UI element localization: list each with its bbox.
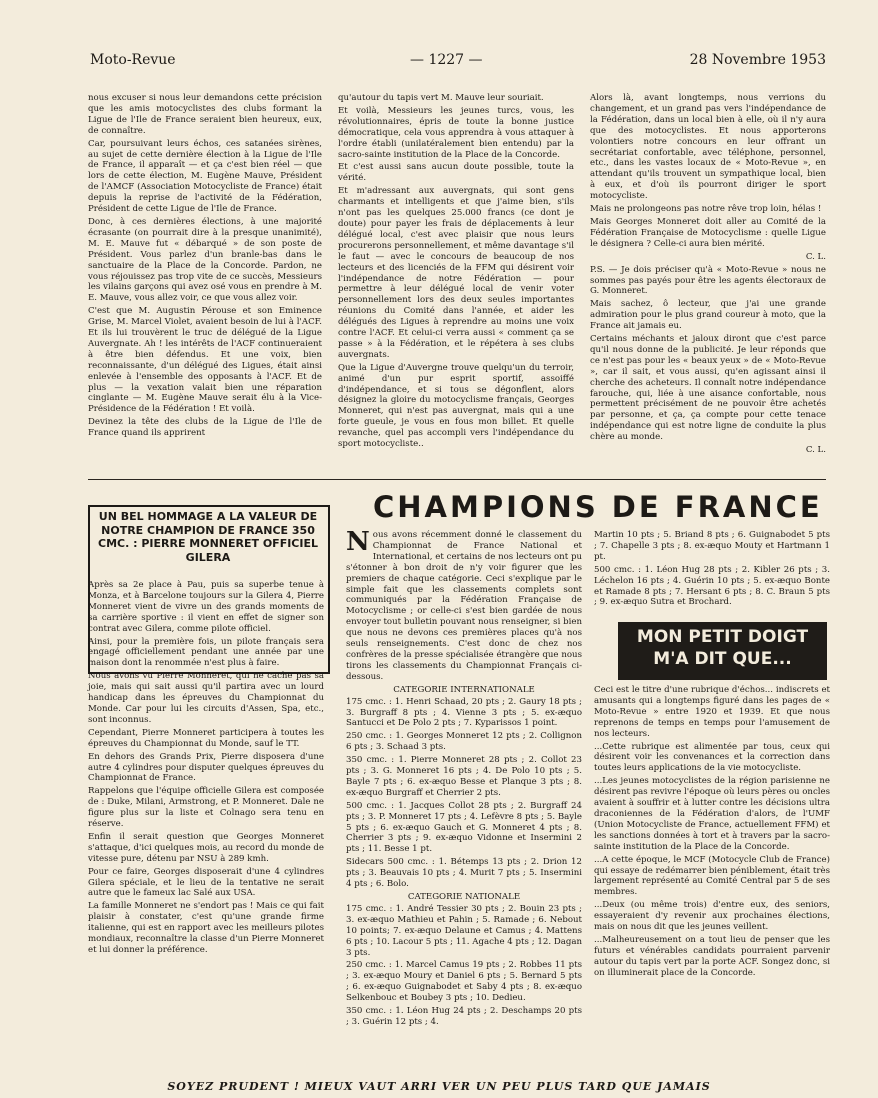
paragraph: Ceci est le titre d'une rubrique d'échos... indiscrets et amusants qui a longtemps figuré dans les pages de « Moto-Revue » entre 1920 et 1939. Et que nous reprenons de temps en temps pour l'amusement de nos lecteurs.	[594, 685, 830, 739]
paragraph: ...A cette époque, le MCF (Motocycle Club de France) qui essaye de redémarrer bien péniblement, était très largement représenté au Comité Central par 5 de ses membres.	[594, 854, 830, 898]
paragraph: Mais ne prolongeons pas notre rêve trop loin, hélas !	[590, 204, 822, 215]
box-headline: UN BEL HOMMAGE A LA VALEUR DE NOTRE CHAMPION DE FRANCE 350 CMC. : PIERRE MONNERET OFFICIEL GILERA	[98, 510, 318, 564]
result-paragraph: 500 cmc. : 1. Léon Hug 28 pts ; 2. Kibler 26 pts ; 3. Léchelon 16 pts ; 4. Guérin 10 pts ; 5. ex-æquo Bonte et Ramade 8 pts ; 7. Hersant 6 pts ; 8. C. Braun 5 pts ; 9. ex-æquo Sutra et Brochard.	[594, 564, 830, 608]
drop-cap: N	[346, 527, 370, 557]
footer-slogan: SOYEZ PRUDENT ! MIEUX VAUT ARRI VER UN PEU PLUS TARD QUE JAMAIS	[167, 1080, 711, 1093]
monneret-article	[88, 580, 324, 1070]
paragraph: Certains méchants et jaloux diront que c'est parce qu'il nous donne de la publicité. Je leur réponds que ce n'est pas pour les « beaux yeux » de « Moto-Revue », car il sait, et vous aussi, qu'en agissant ainsi il cherche des acheteurs. Il connaît notre indépendance farouche, qui, liée à une aisance confortable, nous permettent précisément de ne pouvoir être achetés par personne, et ça, ça compte pour cette tenace indépendance qui est notre ligne de conduite la plus chère au monde.	[590, 334, 826, 443]
signature: C. L.	[805, 445, 826, 456]
banner-line: M'A DIT QUE...	[653, 649, 792, 669]
paragraph: Car, poursuivant leurs échos, ces satanées sirènes, au sujet de cette dernière élection à la Ligue de l'Ile de France, il apparaît — et ça c'est bien réel — que lors de cette élection, M. Eugène Mauve, Président de l'AMCF (Association Motocycliste de France) était depuis la reprise de l'activité de la Fédération, Président de cette Ligue de l'Ile de France.	[88, 138, 322, 215]
champions-headline: CHAMPIONS DE FRANCE	[373, 490, 823, 524]
paragraph: P.S. — Je dois préciser qu'à « Moto-Revue » nous ne sommes pas payés pour être les agents électoraux de G. Monneret.	[590, 264, 826, 297]
article-column-2	[338, 93, 574, 453]
result-paragraph: Sidecars 500 cmc. : 1. Bétemps 13 pts ; 2. Drion 12 pts ; 3. Beauvais 10 pts ; 4. Murit 7 pts ; 5. Insermini 4 pts ; 6. Bolo.	[346, 857, 582, 890]
result-paragraph: 350 cmc. : 1. Léon Hug 24 pts ; 2. Deschamps 20 pts ; 3. Guérin 12 pts ; 4.	[346, 1006, 582, 1027]
paragraph: nous excuser si nous leur demandons cette précision que les amis motocyclistes des clubs formant la Ligue de l'Ile de France seraient bien heureux, eux, de connaître.	[88, 93, 322, 136]
paragraph: Après sa 2e place à Pau, puis sa superbe tenue à Monza, et à Barcelone toujours sur la Gilera 4, Pierre Monneret vient de vivre un des grands moments de sa carrière sportive : il vient en effet de signer son contrat avec Gilera, comme pilote officiel.	[88, 580, 324, 634]
paragraph: Ainsi, pour la première fois, un pilote français sera engagé officiellement pendant une année par une maison dont la renommée n'est plus à faire.	[88, 636, 324, 669]
article-column-3	[590, 93, 826, 456]
paragraph: Que la Ligue d'Auvergne trouve quelqu'un du terroir, animé d'un pur esprit sportif, assoiffé d'indépendance, et si tous se dégonflent, alors désignez la gloire du motocyclisme français, Georges Monneret, qui n'est pas auvergnat, mais qui a une forte gueule, je vous en fous mon billet. Et quelle revanche, quel pas accompli vers l'indépendance du sport motocycliste..	[338, 362, 574, 450]
paragraph: ...Cette rubrique est alimentée par tous, ceux qui désirent voir les convenances et la correction dans toutes leurs applications de la vie motocycliste.	[594, 741, 830, 774]
intro-text: ous avons récemment donné le classement du Championnat de France National et International, et certains de nos lecteurs ont pu s'étonner à bon droit de n'y voir figurer que les premiers de chaque catégorie. Ceci s'explique par le simple fait que les classements complets sont communiqués par la Fédération Française de Motocyclisme ; or celle-ci s'est bien gardée de nous envoyer tout bulletin pouvant nous renseigner, si bien que nous ne devons ces premières places qu'à nos seuls renseignements. C'est donc de chez nos confrères de la presse spécialisée étrangère que nous tirons les classements du Championnat Français ci-dessous.	[346, 530, 582, 682]
result-paragraph: 250 cmc. : 1. Marcel Camus 19 pts ; 2. Robbes 11 pts ; 3. ex-æquo Moury et Daniel 6 pts ; 5. Bernard 5 pts ; 6. ex-æquo Guignabodet et Saby 4 pts ; 8. ex-æquo Selkenbouc et Boubey 3 pts ; 10. Dedieu.	[346, 960, 582, 1004]
paragraph: ...Deux (ou même trois) d'entre eux, des seniors, essayeraient d'y revenir aux prochaines élections, mais on nous dit que les jeunes veillent.	[594, 900, 830, 933]
paragraph: Mais sachez, ô lecteur, que j'ai une grande admiration pour le plus grand coureur à moto, que la France ait jamais eu.	[590, 299, 826, 332]
result-paragraph: 250 cmc. : 1. Georges Monneret 12 pts ; 2. Collignon 6 pts ; 3. Schaad 3 pts.	[346, 731, 582, 753]
result-paragraph: 175 cmc. : 1. Henri Schaad, 20 pts ; 2. Gaury 18 pts ; 3. Burgraff 8 pts ; 4. Vienne 3 pts ; 5. ex-æquo Santucci et De Polo 2 pts ; 7. Kyparissos 1 point.	[346, 696, 582, 729]
paragraph: Et voilà, Messieurs les jeunes turcs, vous, les révolutionnaires, épris de toute la bonne justice démocratique, cela vous apprendra à vous attaquer à l'ordre établi (unilatéralement bien entendu) par la sacro-sainte institution de la Place de la Concorde.	[338, 105, 574, 160]
paragraph: Cependant, Pierre Monneret participera à toutes les épreuves du Championnat du Monde, sauf le TT.	[88, 727, 324, 749]
result-paragraph: 500 cmc. : 1. Jacques Collot 28 pts ; 2. Burgraff 24 pts ; 3. P. Monneret 17 pts ; 4. Lefèvre 8 pts ; 5. Bayle 5 pts ; 6. ex-æquo Gauch et G. Monneret 4 pts ; 8. Cherrier 3 pts ; 9. ex-æquo Vidonne et Insermini 2 pts ; 11. Besse 1 pt.	[346, 800, 582, 855]
header-magazine-name: Moto-Revue	[90, 52, 176, 68]
category-heading-international: CATEGORIE INTERNATIONALE	[393, 684, 535, 695]
paragraph: Nous avons vu Pierre Monneret, qui ne cache pas sa joie, mais qui sait aussi qu'il partira avec un lourd handicap dans les épreuves du Championnat du Monde. Car pour lui les circuits d'Assen, Spa, etc., sont inconnus.	[88, 671, 324, 725]
paragraph: C'est que M. Augustin Pérouse et son Eminence Grise, M. Marcel Violet, avaient besoin de lui à l'ACF. Et ils lui trouvèrent le truc de délégué de la Ligue Auvergnate. Ah ! les intérêts de l'ACF continueraient à être bien défendus. Et une voix, bien reconnaissante, d'un délégué des Ligues, était ainsi enlevée à l'ensemble des opposants à l'ACF. Et de plus — la vexation valait bien une réparation cinglante — M. Eugène Mauve serait élu à la Vice-Présidence de la Fédération ! Et voilà.	[88, 306, 322, 415]
paragraph: Mais Georges Monneret doit aller au Comité de la Fédération Française de Motocyclisme : quelle Ligue le désignera ? Celle-ci aura bien mérité.	[590, 216, 826, 249]
paragraph: ...Malheureusement on a tout lieu de penser que les futurs et vénérables candidats pourraient parvenir autour du tapis vert par la porte ACF. Songez donc, si on illuminerait place de la Concorde.	[594, 934, 830, 978]
paragraph: Devinez la tête des clubs de la Ligue de l'Ile de France quand ils apprirent	[88, 417, 322, 439]
result-paragraph: Martin 10 pts ; 5. Briand 8 pts ; 6. Guignabodet 5 pts ; 7. Chapelle 3 pts ; 8. ex-æquo Mouty et Hartmann 1 pt.	[594, 530, 830, 562]
banner-line: MON PETIT DOIGT	[636, 627, 809, 647]
paragraph: Donc, à ces dernières élections, à une majorité écrasante (on pourrait dire à la presque unanimité), M. E. Mauve fut « débarqué » de son poste de Président. Vous parlez d'un branle-bas dans le sanctuaire de la Place de la Concorde. Pardon, ne vous réjouissez pas trop vite de ce succès, Messieurs les vilains garçons qui avez osé vous en prendre à M. E. Mauve, vous allez voir, ce que vous allez voir.	[88, 216, 322, 304]
result-paragraph: 175 cmc. : 1. André Tessier 30 pts ; 2. Bouin 23 pts ; 3. ex-æquo Mathieu et Pahin ; 5. Ramade ; 6. Nebout 10 points; 7. ex-æquo Delaune et Camus ; 4. Mattens 6 pts ; 10. Lacour 5 pts ; 11. Agache 4 pts ; 12. Dagan 3 pts.	[346, 903, 582, 958]
paragraph: qu'autour du tapis vert M. Mauve leur souriait.	[338, 93, 544, 103]
paragraph: Alors là, avant longtemps, nous verrions du changement, et un grand pas vers l'indépendance de la Fédération, dans un local bien à elle, où il n'y aura que des motocyclistes. Et nous apporterons volontiers notre concours en leur offrant un secrétariat confortable, avec téléphone, personnel, etc., dans les vastes locaux de « Moto-Revue », en attendant qu'ils trouvent un sympathique local, bien à eux, et d'où ils pourront diriger le sport motocycliste.	[590, 93, 826, 202]
intro-paragraph	[346, 527, 582, 683]
category-heading-national: CATEGORIE NATIONALE	[407, 892, 521, 902]
article-column-1	[88, 93, 322, 453]
section-divider	[88, 479, 826, 480]
paragraph: Rappelons que l'équipe officielle Gilera est composée de : Duke, Milani, Armstrong, et P. Monneret. Dale ne figure plus sur la liste et Colnago sera tenu en réserve.	[88, 786, 324, 830]
paragraph: Enfin il serait question que Georges Monneret s'attaque, d'ici quelques mois, au record du monde de vitesse pure, détenu par NSU à 289 kmh.	[88, 831, 324, 864]
result-paragraph: 350 cmc. : 1. Pierre Monneret 28 pts ; 2. Collot 23 pts ; 3. G. Monneret 16 pts ; 4. De Polo 10 pts ; 5. Bayle 7 pts ; 6. ex-æquo Besse et Planque 3 pts ; 8. ex-æquo Burgraff et Cherrier 2 pts.	[346, 755, 582, 798]
echos-column	[594, 685, 830, 1080]
paragraph: La famille Monneret ne s'endort pas ! Mais ce qui fait plaisir à constater, c'est qu'une grande firme italienne, qui est en rapport avec les meilleurs pilotes mondiaux, reconnaître la classe d'un Pierre Monneret et lui donner la préférence.	[88, 901, 324, 955]
paragraph: Et m'adressant aux auvergnats, qui sont gens charmants et intelligents et que j'aime bien, s'ils n'ont pas les quelques 25.000 francs (ce dont je doute) pour payer les frais de déplacements à leur délégué local, c'est avec plaisir que nous leurs procurerons personnellement, et même davantage s'il le faut — avec le concours de beaucoup de nos lecteurs et des licenciés de la FFM qui désirent voir l'indépendance de notre Fédération — pour permettre à leur délégué local de venir voter personnellement lors des deux seules importantes réunions du Comité dans l'année, et aider les délégués des Ligues à reprendre au moins une voix contre l'ACF. Et celui-ci verra aussi « comment ça se passe » à la Fédération, et le répétera à ses clubs auvergnats.	[338, 186, 574, 360]
header-date: 28 Novembre 1953	[689, 52, 826, 68]
paragraph: ...Les jeunes motocyclistes de la région parisienne ne désirent pas revivre l'époque où leurs pères ou oncles avaient à souffrir et à lutter contre les décisions ultra draconiennes de la Fédération d'alors, de l'UMF (Union Motocycliste de France, actuellement FFM) et les sanctions données à tort et à travers par la sacro-sainte institution de la Place de la Concorde.	[594, 776, 830, 852]
paragraph: Et c'est aussi sans aucun doute possible, toute la vérité.	[338, 162, 574, 184]
header-page-number: — 1227 —	[410, 52, 483, 68]
champions-article	[346, 527, 582, 1080]
paragraph: En dehors des Grands Prix, Pierre disposera d'une autre 4 cylindres pour disputer quelques épreuves du Championnat de France.	[88, 751, 324, 784]
signature: C. L.	[805, 251, 826, 262]
mon-petit-doigt-banner	[618, 622, 827, 680]
champions-continued	[594, 530, 830, 608]
paragraph: Pour ce faire, Georges disposerait d'une 4 cylindres Gilera spéciale, et le lieu de la tentative ne serait autre que le fameux lac Salé aux USA.	[88, 866, 324, 899]
